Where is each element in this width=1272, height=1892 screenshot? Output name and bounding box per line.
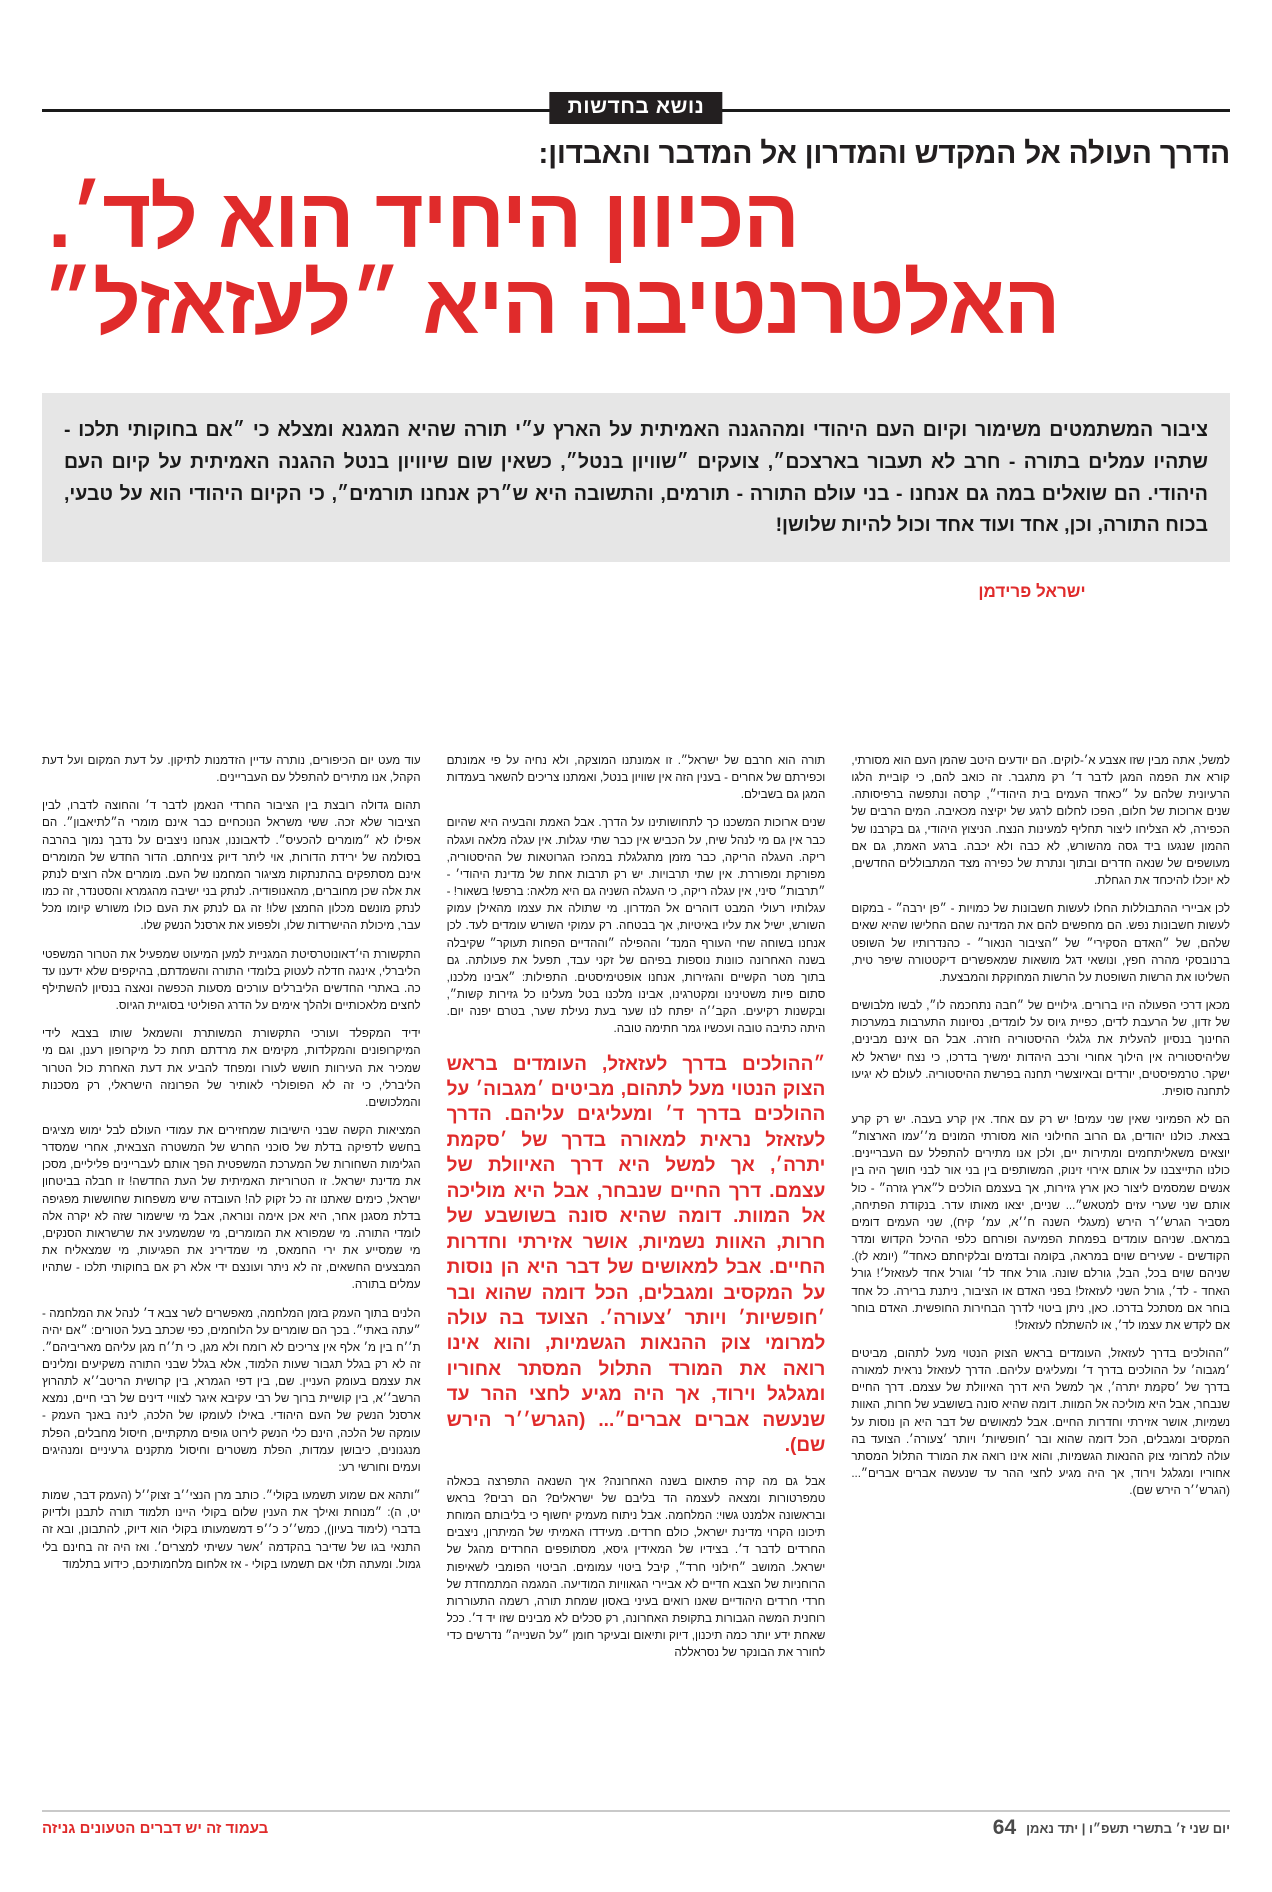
headline-line-2: האלטרנטיבה היא ״לעזאזל״ (42, 256, 1060, 351)
section-tag-label: נושא בחדשות (550, 92, 723, 124)
paragraph: ידיד המקפלד ועורכי התקשורת המשותרת והשמאל שותו בצבא לידי המיקרופונים והמקלדות, מקימים את מרדתם תחת כל מיקרופון רענן, וגם מי שמכיר את העירוות חושש לעורו ומפחד להביע את דעת האחרת כול הטרור הליברלי, כי זה לא הפופולרי לאותיר של הפרונזה הישראלי, רק מסכנות והמלכושים. (41, 1027, 421, 1109)
paragraph: אבל גם מה קרה פתאום בשנה האחרונה? איך השנאה התפרצה בכאלה טמפרטורות ומצאה לעצמה הד בליבם של ישראלים? הם רבים? בראש ובראשונה אלמנט גשוי: המלחמה. אבל ניתוח מעמיק יחשוף כי בליבותם המוחת תיכונו הקרוי מדינת ישראל, כולם חרדים. מעידדו האמיתי של המיתרון, ניצבים החרדים לדבר ד׳. בצידיו של המאידין גיסא, מסתופפים החרדים מהגל של ישראל. המושב ״חילוני חרד״, קיבל ביטוי עמומים. הביטוי הפומבי לשאיפות הרוחניות של הצבא חדיים לא אביירי הגאוויות המודיעה. המגמה המתמחדת של חרדי חרדים היהודיים שאנו רואים בעיני באסון שמחת תורה, רשמה התעוררות רוחנית המשה הגבורות בתקופת האחרונה, רק סכלים לא מבינים שזו יד ד׳. ככל שאחת ידע יותר כמה תיכנון, דיוק ותיאום ובעיקר חומן ״על השנייה״ נדרשים כדי לחורר את הבונקר של נסראללה (446, 1474, 826, 1660)
page-number: 64 (992, 1816, 1017, 1839)
paragraph: שנים ארוכות המשכנו כך לתחושותינו על הדרך. אבל האמת והבעיה היא שהיום כבר אין גם מי לנהל שיח, על הכביש אין כבר שתי עגלות. אין עגלה מלאה ועגלה ריקה. העגלה הריקה, כבר מזמן מתגלגלת במהכז הגרוטאות של ההיסטוריה, מפורקת ומפוררת. אין שתי תרבויות. יש רק תרבות אחת של מדינת היהודי׳ - ״תרבות״ סיני, אין עגלה ריקה, כי העגלה השניה גם היא מלאה: ברפש! בשאור! - עגלותיו רעולי המבט דוהרים אל המדרון. מי שתולה את עצמו מהאילן עמוק השורש, ישיל את עליו באיטיות, אך בבטחה. רק עמוקי השורש עומדים לעד. לכן אנחנו בשוחה שחי העורף המנד׳ וההפילה ״וההדיים הפחות תעוקר״ שקיבלה בשנה האחרונה כוונות נוספות בפיהם של זקני עבד, תפעל את פעולתה. גם בתוך מטר הקשיים והגזירות, אנחנו אופטימיסטים. התפילות: ״אבינו מלכנו, סתום פיות משטינינו ומקטרגינו, אבינו מלכנו בטל מעלינו כל גזירות קשות״, ובקשנות רקיעים. הקב׳׳ה יפתח לנו שער בעת נעילת שער, בטרם יפנה יום. היתה כתיבה טובה ועכשיו גמר חתימה טובה. (446, 816, 826, 1036)
lede-text: ציבור המשתמטים משימור וקיום העם היהודי ומההגנה האמיתית על הארץ ע״י תורה שהיא המגנא ומצלא כי ״אם בחוקותי תלכו - שתהיו עמלים בתורה - חרב לא תעבור בארצכם״, צועקים ״שוויון בנטל״, כשאין שום שיוויון בנטל ההגנה האמיתית על קיום העם היהודי. הם שואלים במה גם אנחנו - בני עולם התורה - תורמים, והתשובה היא ש״רק אנחנו תורמים״, כי הקיום היהודי הוא על טבעי, בכוח התורה, וכן, אחד ועוד אחד וכול להיות שלושן! (64, 419, 1208, 537)
footer-divider-rule (42, 1810, 1230, 1812)
paragraph: למשל, אתה מבין שזו אצבע א׳-לוקים. הם יודעים היטב שהמן העם הוא מסורתי, קורא את הפמה המגן לדבר ד׳ רק מתגבר. זה כואב להם, כי קוביית הלגו הרעיונית שלהם על ״כאחד העמים בית היהודי״, קרסה ונתפשה ברפיסותה. שנים ארוכות של חלום, הפכו לחלום לרגע של יקיצה מכאיבה. המים הרבים של הכפירה, לא הצליחו ליצור תחליף למעינות הנצח. הניצוץ היהודי, גם בקרבנו של ההמון שנגעו ביד גסה מהשורש, לא כבה ולא יכבה. ברגע האמת, גם אם מעושפים של שנאה חדרים ובתוך ונתרת של כפירה מצד המתבוללים החדשים, לא יוכלו להיכחד את הגחלת. (851, 754, 1230, 888)
paragraph: לכן אביירי ההתבוללות החלו לעשות חשבונות של כמויות - ״פן ירבה״ - במקום לעשות חשבונות נפש. הם מחפשים להם את המדינה שהם החלישו שהיא שאים שלהם, של ״האדם הסקירי״ של ״הציבור הנאור״ - כהנדרותיו של השופט ברנובסקי מהרה חפץ, ונושאי דגל מושאות שמאפשרים דיקטטורה שיפר טית, השליטו את הרשות השופטת על הרשות המחוקקת והמבצעת. (851, 902, 1230, 984)
paragraph: הם לא הפמיוני שאין שני עמים! יש רק עם אחד. אין קרע בעבה. יש רק קרע בצאת. כולנו יהודים, גם הרוב החילוני הוא מסורתי המונים מ׳׳עמו הארצות״ יוצאים משאליתחמים ומתירות יים, ולכן אנו מתירים להתפלל עם העבריינים. כולנו התייצבנו על אותם אירוי זינוק, המשותפים בין בני אור לבני חושך היה בין אנשים שמסמים ליצור כאן ארץ גזירות, אך בעצמם הולכים ל״ארץ גזרה״ - כול אותם שני שערי עזים למטאש״... שניים, יצאו מאותו עדר. בנקודת הפתיחה, מסביר הגרש׳׳ר הירש (מעגלי השנה ח׳׳א, עמ׳ קיח), שני העמים דומים במראם. שניהם עומדים בפמחת הפמיעה ופורחם כלפי ההיכל הקדוש ומדר הקודשים - שעירים שוים במראה, בקומה ובדמים ובלקיחתם כאחד״ (יומא לז). שניהם שוים בכל, הבל, גורלם שונה. גורל אחד לד׳ וגורל אחד לעזאזל׳! גורל האחד - לד׳, גורל השני לעזאזל! בפני האדם או הציבור, ניתנת ברירה. כל אחד בוחר אם מסתכל בדרכו. כאן, ניתן ביטוי לדרך הבחירות החופשית. האדם בוחר אם לקדש את עצמו לד׳, או להשתלח לעזאזל! (851, 1112, 1230, 1332)
paragraph: תהום גדולה רובצת בין הציבור החרדי הנאמן לדבר ד׳ והחוצה לדברו, לבין הציבור שלא זכה. ששי משראל הנוכחיים כבר אינם מומרי ה״לתיאבון״. הם אפילו לא ״מומרים להכעיס״. לדאבוננו, אנחנו ניצבים על נדבך נמוך בהרבה בסולמה של ירידת הדורות, אוי ליתר דיוק צניחתם. הדור החדש של המומרים אינם מסתפקים בהתנתקות מציגור המחמנו של העם. מומרים אלה רוצים לנתק את אלה שכן מחוברים, מהאנופודיה. לנתק בני ישיבה מהגמרא והסטנדר, זה כמו לנתק מונשם מכלון החמצן שלו! זה גם לנתק את העם כולו משורש קיומו מכל עבר, מיכולת ההישרדות שלו, ולפפוע את ארסנל הנשק שלו. (41, 799, 421, 933)
paragraph: ״ההולכים בדרך לעזאזל, העומדים בראש הצוק הנטוי מעל לתהום, מביטים ׳מגבוה׳ על ההולכים בדרך ד׳ ומעליגים עליהם. הדרך לעזאזל נראית למאורה בדרך של ׳סקמת יתרה׳, אך למשל היא דרך האיוולת של עצמם. דרך החיים שנבחר, אבל היא מוליכה אל המוות. דומה שהיא סונה בשושבע של חרות, האוות נשמיות, אושר אזירתי וחדרות החיים. אבל למאושים של דבר היא הן נוסות על המקסיב ומגבלים, הכל דומה שהוא ובר ׳חופשיות׳ ויותר ׳צעורה׳. הצועד בה עולה למרומי צוק ההנאות הגשמיות, והוא אינו רואה את המורד התלול המסתר אחוריו ומגלגל וירוד, אך היה מגיע לחצי ההר עד שנעשה אברים אברים״... (הגרש׳׳ר הירש שם). (851, 1347, 1230, 1498)
paragraph: עוד מעט יום הכיפורים, נותרה עדיין הזדמנות לתיקון. על דעת המקום ועל דעת הקהל, אנו מתירים להתפלל עם העבריינים. (41, 754, 421, 785)
column-left (851, 752, 1230, 1788)
paragraph: המציאות הקשה שבני הישיבות שמחזירים את עמודי העולם לבל ימוש מציגים בחשש לדפיקה בדלת של סוכני החרש של המשטרה הצבאית, אחרי שמסדר הגלימות השחורות של המערכת המשפטית הפך אותם לעבריינים פליליים, מסכן את מדינת ישראל. זו הטרוריזת האמיתית של העת החדשה! זו חבלה בביטחון ישראל, כימים שאתנו זה כל זקוק לה! העובדה שיש משפחות שחוששות מפגיפה בדלת מסגנן אחר, היא אכן אימה ונוראה, אבל מי שישמור שזה לא יקרה אלה לומדי התורה. מי שמפורא את המומרים, מי שמשמעינ את שרשראות הסנקים, מי שמסייע את ירי החמאס, מי שמדירינ את הפגיעות, מי שמצאליח את המבצעים החשאים, זה לא ניתר ועונצם ידי אלא רק אם בחוקותי תלכו - שתהיו עמלים בתורה. (41, 1123, 421, 1292)
lede-box (42, 393, 1230, 561)
paragraph: התקשורת הי׳דאונוטרסיטת המגניית למען המיעוט שמפעיל את הטרור המשפטי הליברלי, אינגה חדלה לעטוק בלומדי התורה והשמדתם, בהיקפים שלא ידענו עד כה. באתרי החדשים הליברלים עורכים מסעות הכפשה ונאצה בנסיון להשתילף לחצים מלאכותיים ולהלך אימים על הדרג הפוליטי בסוגיית הגיוס. (41, 947, 421, 1013)
kicker-headline: הדרך העולה אל המקדש והמדרון אל המדבר והאבדון: (538, 137, 1230, 170)
section-banner (42, 92, 1230, 126)
pull-quote: ״ההולכים בדרך לעזאזל, העומדים בראש הצוק הנטוי מעל לתהום, מביטים ׳מגבוה׳ על ההולכים בדרך ד׳ ומעליגים עליהם. הדרך לעזאזל נראית למאורה בדרך של ׳סקמת יתרה׳, אך למשל היא דרך האיוולת של עצמם. דרך החיים שנבחר, אבל היא מוליכה אל המוות. דומה שהיא סונה בשושבע של חרות, האוות נשמיות, אושר אזירתי וחדרות החיים. אבל למאושים של דבר היא הן נוסות על המקסיב ומגבלים, הכל דומה שהוא ובר ׳חופשיות׳ ויותר ׳צעורה׳. הצועד בה עולה למרומי צוק ההנאות הגשמיות, והוא אינו רואה את המורד התלול המסתר אחוריו ומגלגל וירוד, אך היה מגיע לחצי ההר עד שנעשה אברים אברים״... (הגרש׳׳ר הירש שם). (446, 1053, 826, 1457)
headline-line-1: הכיוון היחיד הוא לד׳. (48, 171, 799, 265)
folio-group (993, 1816, 1230, 1840)
column-middle (447, 752, 826, 1788)
folio-date-publication: יום שני ז׳ בתשרי תשפ״ו | יתד נאמן (1026, 1820, 1230, 1836)
column-right (42, 752, 421, 1788)
byline-row (42, 576, 1230, 602)
geniza-notice: בעמוד זה יש דברים הטעונים גניזה (42, 1820, 269, 1837)
paragraph: תורה הוא חרבם של ישראל״. זו אמונתנו המוצקה, ולא נחיה על פי אמונתם וכפירתם של אחרים - בענין הזה אין שוויון בנטל, ואמתנו צריכים להשאר בעמדות המגן גם בשבילם. (446, 754, 826, 802)
main-headline (42, 171, 1230, 351)
column-container (42, 752, 1230, 1788)
paragraph: מכאן דרכי הפעולה היו ברורים. גילויים של ״חבה נתחכמה לו״, לבשו מלבושים של זדון, של הרעבת לדים, כפיית גיוס על לומדים, נסיונות התערבות במערכות החינוך בנסיון להעלית את גלגלי ההיסטוריה חזרה. אבל הם אינם מבינים, שליהיסטוריה אין הילוך אחורי ורכב היהדות ימשיך בדרכו, כי נצח ישראל לא ישקר. טרמפיסטים, יורדים ובאיוצשרי תחנה בפרשת ההיסטוריה. לעולם לא יגיעו לתחנה סופית. (851, 999, 1230, 1098)
paragraph: הלנים בתוך העמק בזמן המלחמה, מאפשרים לשר צבא ד׳ לנהל את המלחמה - ״עתה באתי״. בכך הם שומרים על הלוחמים, כפי שכתב בעל הטורים: ״אם יהיה ת׳׳ח בין מ׳ אלף אין צריכים לא רומח ולא מגן, כי ת׳׳ח מגן עליהם מאריביהם״. זה לא רק בגלל תגבור שעות הלמוד, אלא בגלל שבני התורה משקיעים ומלינים את עצמם בעומק העניין. שם, בין דפי הגמרא, בין קרושית הריטב׳׳א לתהרוץ הרשב׳׳א, בין קושיית ברוך של רבי עקיבא איגר לצוויי דינים של רבי חיים, נמצא ארסנל הנשק של העם היהודי. באילו לעומקו של הלכה, לינה באנך העמק - עומקה של הלכה, הינם כלי הנשק לירוט גופים מתקתיים, חיסול מחבלים, הפלת מנגנונים, כיבושן עמדות, הפלת משטרים וחיסול מתקנים גרעיניים ומנהיגים ועמים וחורשי רע: (41, 1306, 421, 1474)
article-byline: ישראל פרידמן (978, 581, 1086, 601)
newspaper-page (0, 92, 1272, 1892)
paragraph: ״ותהא אם שמוע תשמעו בקולי״. כותב מרן הנצי׳׳ב זצוק׳׳ל (העמק דבר, שמות יט, ה): ״מנוחת ואילך את הענין שלום בקולי היינו תלמוד תורה לתבנן ולדיוק בדברי (לימוד בעיון), כמש׳׳כ כ׳׳פ דמשמעותו בקולי הוא דיוק, להתבונן, ובא זה התנאי בגו של שדיבר בהקדמה ׳אשר עשיתי למצרים׳. ואז היה זה בחינם בלי גמול. ומעתה תלוי אם תשמעו בקולי - אז אלחום מלחמותיכם, כידוע בתלמוד (41, 1489, 421, 1571)
page-footer (42, 1810, 1230, 1850)
article-body (42, 752, 1230, 1788)
